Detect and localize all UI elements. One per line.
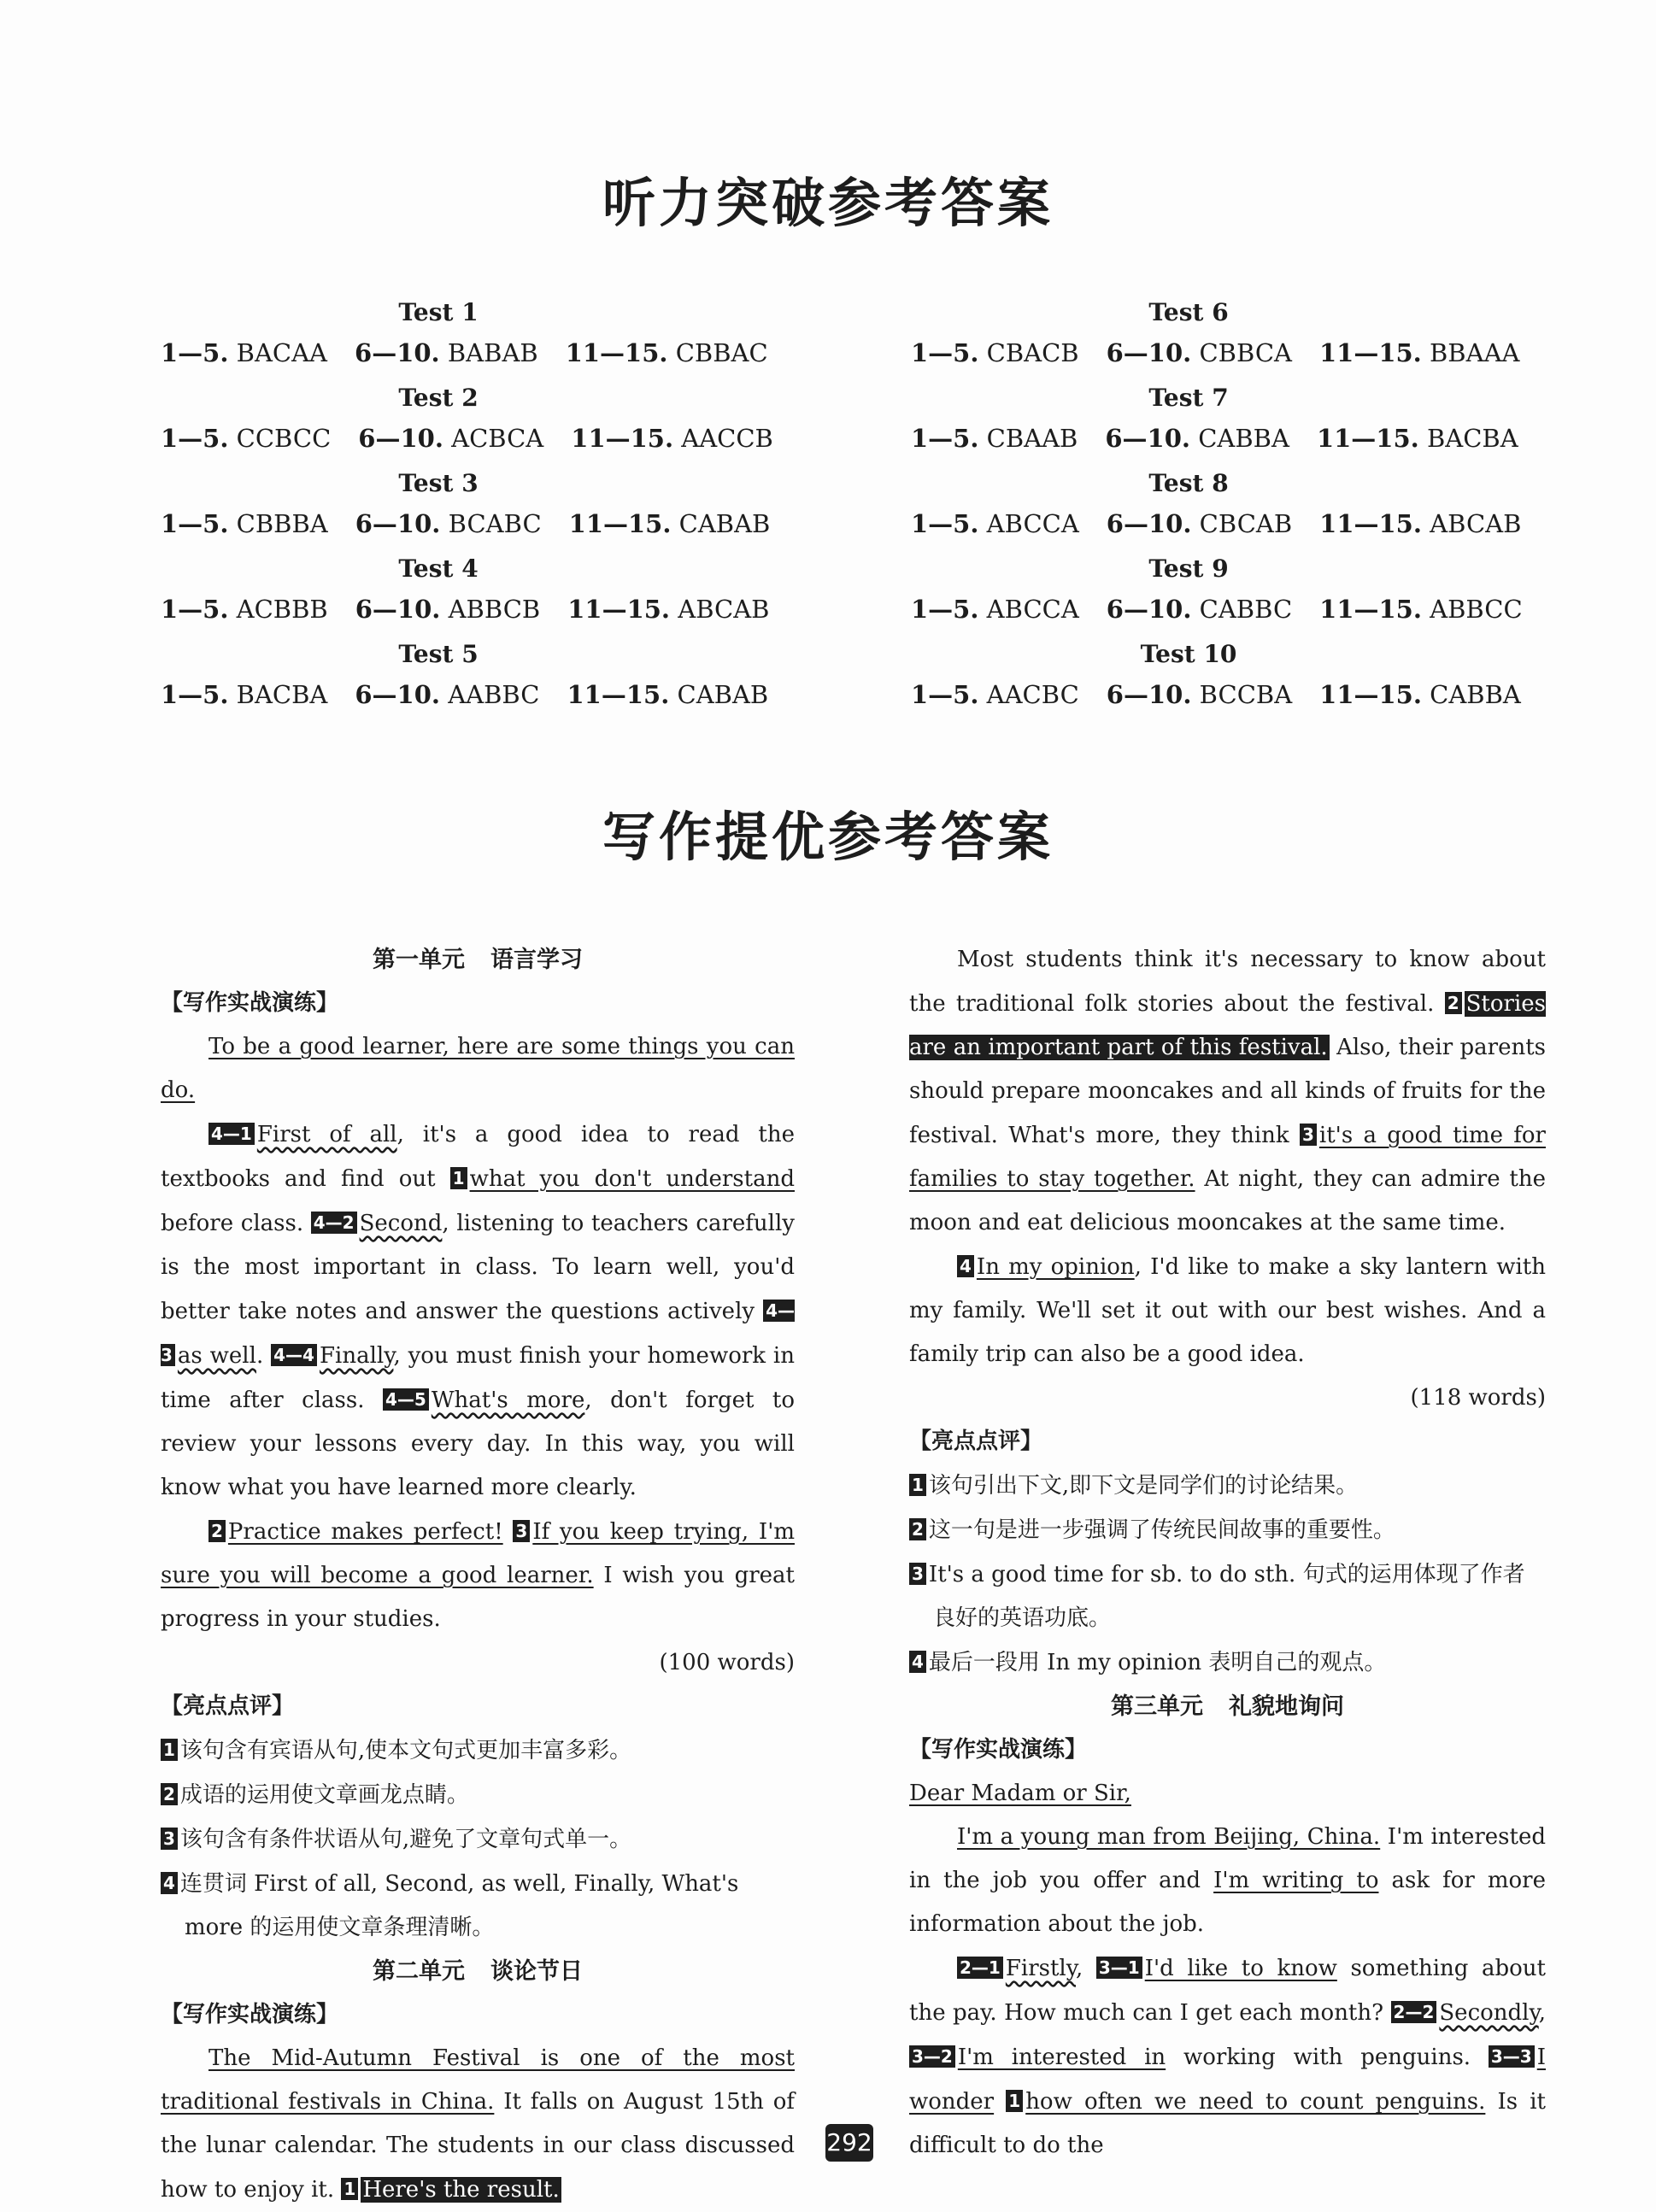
marker: 4 xyxy=(957,1255,974,1277)
answer-group: 11—15. BACBA xyxy=(1316,424,1518,453)
answer-group: 1—5. ACBBB xyxy=(161,595,328,624)
marker: 3—2 xyxy=(909,2045,955,2068)
answer-group: 1—5. ABCCA xyxy=(911,595,1079,624)
marker: 2 xyxy=(909,1518,926,1540)
answer-group: 11—15. ABCAB xyxy=(1319,509,1522,538)
test-answers-row xyxy=(161,502,771,546)
comment-note: 1 该句含有宾语从句,使本文句式更加丰富多彩。 xyxy=(161,1728,795,1773)
marker: 3—1 xyxy=(1096,1957,1142,1979)
test-answers-row xyxy=(911,672,1521,717)
answer-group: 6—10. ABBCB xyxy=(355,595,541,624)
answer-group: 1—5. BACAA xyxy=(161,338,328,367)
answer-group: 6—10. BABAB xyxy=(355,338,538,367)
answer-group: 1—5. CBAAB xyxy=(911,424,1078,453)
answer-group: 11—15. CBBAC xyxy=(565,338,768,367)
unit1-para2: 4—1 First of all, it's a good idea to read the textbooks and find out 1 what you don't understand before class. 4—2 Second, listening to teachers carefully is the most important in class. To learn well, you'd better take notes and answer the questions actively 4—3 as well. 4—4 Finally, you must finish your homework in time after class. 4—5 What's more, don't forget to review your lessons every day. In this way, you will know what you have learned more clearly. xyxy=(161,1122,796,1500)
marker: 2 xyxy=(161,1783,178,1805)
answer-group: 6—10. CABBC xyxy=(1106,595,1293,624)
marker: 1 xyxy=(909,1474,926,1496)
answer-group: 11—15. CABAB xyxy=(568,509,771,538)
answer-group: 6—10. ACBCA xyxy=(358,424,544,453)
marker: 3 xyxy=(513,1520,530,1542)
unit3-para2: 2—1 Firstly, 3—1 I'd like to know something about the pay. How much can I get each month? 2—2 Secondly, 3—2 I'm interested in working with penguins. 3—3 I wonder 1 how often we need to count penguins. Is it difficult to do the xyxy=(909,1956,1547,2158)
answer-group: 1—5. CBACB xyxy=(911,338,1079,367)
marker: 4—2 xyxy=(311,1212,357,1234)
test-answers-row xyxy=(161,416,773,461)
marker: 3 xyxy=(161,1828,178,1850)
test-name: Test 5 xyxy=(398,640,479,668)
test-block xyxy=(911,637,1521,722)
unit1-heading: 第一单元 语言学习 xyxy=(373,947,583,973)
unit3-heading: 第三单元 礼貌地询问 xyxy=(1111,1693,1344,1720)
answer-group: 11—15. ABCAB xyxy=(567,595,770,624)
marker: 1 xyxy=(161,1739,178,1761)
unit1-word-count: (100 words) xyxy=(659,1650,795,1675)
marker: 4—3 xyxy=(161,1300,795,1365)
answers-right-column xyxy=(911,295,1523,722)
answer-group: 6—10. BCABC xyxy=(355,509,542,538)
test-block xyxy=(161,295,768,380)
answer-group: 1—5. AACBC xyxy=(911,680,1079,709)
answer-group: 1—5. CBBBA xyxy=(161,509,328,538)
test-block xyxy=(911,466,1522,551)
marker: 4—5 xyxy=(383,1388,429,1411)
unit2-practice-label: 【写作实战演练】 xyxy=(161,2002,339,2027)
answer-group: 6—10. BCCBA xyxy=(1106,680,1293,709)
unit2-para2: Most students think it's necessary to know about the traditional folk stories about the festival. 2 Stories are an important part of this festival. Also, their parents should prepare mooncakes and all kinds of fruits for the festival. What's more, they think 3 it's a good time for families to stay together. At night, they can admire the moon and eat delicious mooncakes at the same time. xyxy=(909,947,1547,1235)
comment-note: 2 成语的运用使文章画龙点睛。 xyxy=(161,1773,795,1817)
comment-note: 1 该句引出下文,即下文是同学们的讨论结果。 xyxy=(909,1464,1546,1508)
answer-group: 11—15. CABBA xyxy=(1319,680,1521,709)
unit3-para1: I'm a young man from Beijing, China. I'm interested in the job you offer and I'm writing to ask for more information about the job. xyxy=(909,1824,1547,1937)
answer-group: 11—15. ABBCC xyxy=(1319,595,1523,624)
unit2-notes xyxy=(909,1464,1546,1685)
test-name: Test 4 xyxy=(398,554,479,583)
unit2-para1: The Mid-Autumn Festival is one of the most traditional festivals in China. It falls on August 15th of the lunar calendar. The students in our class discussed how to enjoy it. 1 Here's the result. xyxy=(161,2045,795,2203)
marker: 2 xyxy=(208,1520,226,1542)
unit1-para3: 2 Practice makes perfect! 3 If you keep trying, I'm sure you will become a good learner. I wish you great progress in your studies. xyxy=(161,1519,796,1632)
page-number: 292 xyxy=(825,2124,873,2162)
unit3-greeting: Dear Madam or Sir, xyxy=(909,1781,1131,1806)
test-answers-row xyxy=(161,672,769,717)
test-name: Test 1 xyxy=(398,298,479,326)
answer-group: 1—5. CCBCC xyxy=(161,424,332,453)
comment-note: 4 连贯词 First of all, Second, as well, Finally, What's more 的运用使文章条理清晰。 xyxy=(161,1862,795,1950)
test-name: Test 7 xyxy=(1148,384,1229,412)
answer-group: 11—15. BBAAA xyxy=(1318,338,1520,367)
unit1-practice-label: 【写作实战演练】 xyxy=(161,990,339,1016)
test-block xyxy=(161,637,769,722)
test-block xyxy=(911,380,1518,466)
marker: 3 xyxy=(1300,1124,1317,1146)
test-name: Test 8 xyxy=(1148,469,1229,497)
unit3-practice-label: 【写作实战演练】 xyxy=(909,1737,1088,1763)
unit1-comment-label: 【亮点点评】 xyxy=(161,1693,295,1719)
test-block xyxy=(161,551,770,637)
marker: 1 xyxy=(450,1167,467,1189)
answer-group: 6—10. CBCAB xyxy=(1106,509,1293,538)
writing-answers-title: 写作提优参考答案 xyxy=(602,806,1054,868)
test-answers-row xyxy=(911,416,1518,461)
test-name: Test 6 xyxy=(1148,298,1229,326)
comment-note: 2 这一句是进一步强调了传统民间故事的重要性。 xyxy=(909,1508,1546,1552)
comment-note: 3 It's a good time for sb. to do sth. 句式的运用体现了作者良好的英语功底。 xyxy=(909,1552,1546,1640)
test-block xyxy=(161,380,773,466)
test-answers-row xyxy=(911,587,1523,631)
answer-group: 11—15. CABAB xyxy=(567,680,769,709)
answer-group: 6—10. AABBC xyxy=(355,680,540,709)
marker: 2—2 xyxy=(1391,2001,1437,2023)
marker: 2 xyxy=(1445,992,1462,1014)
comment-note: 3 该句含有条件状语从句,避免了文章句式单一。 xyxy=(161,1817,795,1862)
writing-left-column xyxy=(161,938,795,2212)
marker: 3—3 xyxy=(1489,2045,1535,2068)
marker: 1 xyxy=(341,2178,358,2200)
test-block xyxy=(911,551,1523,637)
answer-group: 11—15. AACCB xyxy=(571,424,773,453)
unit2-para3: 4 In my opinion, I'd like to make a sky lantern with my family. We'll set it out with our best wishes. And a family trip can also be a good idea. xyxy=(909,1254,1546,1367)
test-name: Test 2 xyxy=(398,384,479,412)
test-answers-row xyxy=(161,587,770,631)
test-answers-row xyxy=(911,331,1520,375)
marker: 4 xyxy=(161,1872,178,1894)
test-block xyxy=(911,295,1520,380)
comment-note: 4 最后一段用 In my opinion 表明自己的观点。 xyxy=(909,1640,1546,1685)
unit2-comment-label: 【亮点点评】 xyxy=(909,1429,1043,1454)
test-block xyxy=(161,466,771,551)
unit2-word-count: (118 words) xyxy=(1410,1385,1546,1411)
test-answers-row xyxy=(911,502,1522,546)
unit1-para1: To be a good learner, here are some things you can do. xyxy=(161,1034,795,1103)
marker: 4—1 xyxy=(208,1123,255,1145)
marker: 4—4 xyxy=(271,1344,317,1366)
test-name: Test 3 xyxy=(398,469,479,497)
answer-group: 1—5. ABCCA xyxy=(911,509,1079,538)
unit1-notes xyxy=(161,1728,795,1950)
listening-answers-title: 听力突破参考答案 xyxy=(602,172,1054,234)
answer-group: 1—5. BACBA xyxy=(161,680,328,709)
marker: 3 xyxy=(909,1563,926,1585)
marker: 2—1 xyxy=(957,1957,1003,1979)
test-answers-row xyxy=(161,331,768,375)
unit2-heading: 第二单元 谈论节日 xyxy=(373,1958,583,1985)
marker: 4 xyxy=(909,1651,926,1673)
answers-left-column xyxy=(161,295,773,722)
answer-group: 6—10. CABBA xyxy=(1105,424,1289,453)
marker: 1 xyxy=(1006,2090,1023,2112)
test-name: Test 10 xyxy=(1140,640,1237,668)
test-name: Test 9 xyxy=(1148,554,1229,583)
writing-right-column xyxy=(909,938,1546,2168)
answer-group: 6—10. CBBCA xyxy=(1106,338,1292,367)
